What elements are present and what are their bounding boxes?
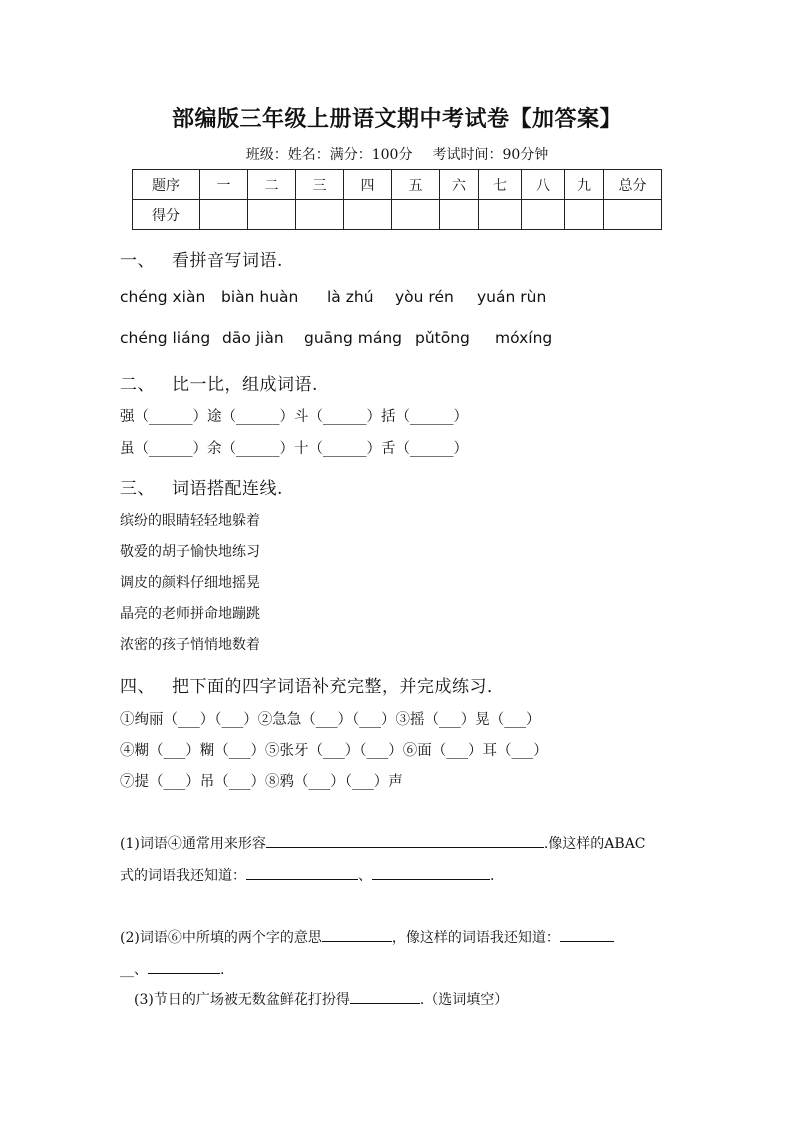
idiom-row-3: ⑦提（___）吊（___）⑧鸦（___）（___）声 — [120, 774, 403, 790]
section-3-heading — [120, 474, 283, 499]
section-4-heading — [120, 672, 505, 697]
score-header-cell: 总分 — [604, 170, 662, 200]
score-table — [132, 169, 662, 230]
section-number: 一、 — [120, 251, 155, 271]
pinyin-item: chéng liáng — [120, 329, 211, 347]
question-text: .像这样的ABAC — [543, 836, 646, 852]
score-row-label: 得分 — [133, 200, 200, 230]
compare-row-1: 强（______）途（______）斗（______）括（______） — [120, 409, 468, 425]
question-2-line-1 — [120, 927, 614, 947]
score-cell[interactable] — [296, 200, 344, 230]
question-2-line-2 — [120, 959, 224, 979]
pinyin-item: biàn huàn — [221, 288, 299, 306]
score-header-cell: 五 — [392, 170, 440, 200]
score-table-header-row — [133, 170, 662, 200]
question-text: . — [490, 868, 495, 884]
question-text: 式的词语我还知道： — [120, 868, 246, 884]
pinyin-item: móxíng — [495, 329, 553, 347]
score-header-cell: 三 — [296, 170, 344, 200]
answer-blank[interactable] — [372, 878, 490, 880]
matching-line: 敬爱的胡子愉快地练习 — [120, 544, 260, 560]
section-title: 词语搭配连线. — [172, 479, 283, 499]
score-cell[interactable] — [522, 200, 565, 230]
matching-line: 晶亮的老师拼命地蹦跳 — [120, 606, 260, 622]
score-cell[interactable] — [479, 200, 522, 230]
question-1-line-1 — [120, 833, 646, 853]
score-header-cell: 二 — [248, 170, 296, 200]
compare-row-2: 虽（______）余（______）十（______）舌（______） — [120, 441, 468, 457]
page-title: 部编版三年级上册语文期中考试卷【加答案】 — [171, 106, 622, 132]
section-number: 二、 — [120, 375, 155, 395]
score-header-cell: 七 — [479, 170, 522, 200]
score-header-cell: 题序 — [133, 170, 200, 200]
pinyin-item: pǔtōng — [415, 329, 470, 347]
idiom-row-1: ①绚丽（___）（___）②急急（___）（___）③摇（___）晃（___） — [120, 712, 541, 728]
answer-blank[interactable] — [560, 940, 614, 942]
score-cell[interactable] — [565, 200, 604, 230]
answer-blank[interactable] — [350, 1002, 420, 1004]
pinyin-item: là zhú — [327, 288, 374, 306]
score-table-score-row — [133, 200, 662, 230]
question-text: ，像这样的词语我还知道： — [391, 930, 560, 946]
section-title: 比一比，组成词语. — [172, 375, 318, 395]
section-number: 三、 — [120, 479, 155, 499]
answer-blank[interactable] — [148, 972, 220, 974]
exam-info-class: 班级：姓名：满分：100分 — [245, 147, 413, 163]
question-text: (2)词语⑥中所填的两个字的意思 — [120, 930, 322, 946]
matching-line: 浓密的孩子悄悄地数着 — [120, 637, 260, 653]
pinyin-item: yòu rén — [395, 288, 454, 306]
answer-blank[interactable] — [266, 846, 544, 848]
matching-line: 调皮的颜料仔细地摇晃 — [120, 575, 260, 591]
matching-line: 缤纷的眼睛轻轻地躲着 — [120, 513, 260, 529]
question-text: __、 — [120, 962, 148, 978]
pinyin-item: yuán rùn — [477, 288, 547, 306]
exam-info-time: 考试时间：90分钟 — [432, 147, 549, 163]
score-header-cell: 八 — [522, 170, 565, 200]
section-1-heading — [120, 246, 283, 271]
section-title: 把下面的四字词语补充完整，并完成练习． — [172, 677, 505, 697]
pinyin-item: guāng máng — [304, 329, 403, 347]
section-number: 四、 — [120, 677, 155, 697]
score-cell[interactable] — [248, 200, 296, 230]
question-text: .（选词填空） — [419, 992, 509, 1008]
score-header-cell: 四 — [344, 170, 392, 200]
pinyin-item: chéng xiàn — [120, 288, 206, 306]
score-header-cell: 六 — [440, 170, 479, 200]
section-2-heading — [120, 370, 318, 395]
exam-info — [0, 144, 794, 164]
score-header-cell: 九 — [565, 170, 604, 200]
question-text: (1)词语④通常用来形容 — [120, 836, 266, 852]
section-title: 看拼音写词语. — [172, 251, 283, 271]
question-text: (3)节日的广场被无数盆鲜花打扮得 — [134, 992, 350, 1008]
pinyin-item: dāo jiàn — [222, 329, 284, 347]
score-cell[interactable] — [604, 200, 662, 230]
question-3-line — [134, 989, 508, 1009]
score-cell[interactable] — [344, 200, 392, 230]
score-cell[interactable] — [440, 200, 479, 230]
score-cell[interactable] — [392, 200, 440, 230]
idiom-row-2: ④糊（___）糊（___）⑤张牙（___）（___）⑥面（___）耳（___） — [120, 743, 548, 759]
question-text: . — [220, 962, 225, 978]
score-header-cell: 一 — [200, 170, 248, 200]
answer-blank[interactable] — [322, 940, 392, 942]
answer-blank[interactable] — [246, 878, 358, 880]
question-text: 、 — [358, 868, 372, 884]
score-cell[interactable] — [200, 200, 248, 230]
question-1-line-2 — [120, 865, 494, 885]
